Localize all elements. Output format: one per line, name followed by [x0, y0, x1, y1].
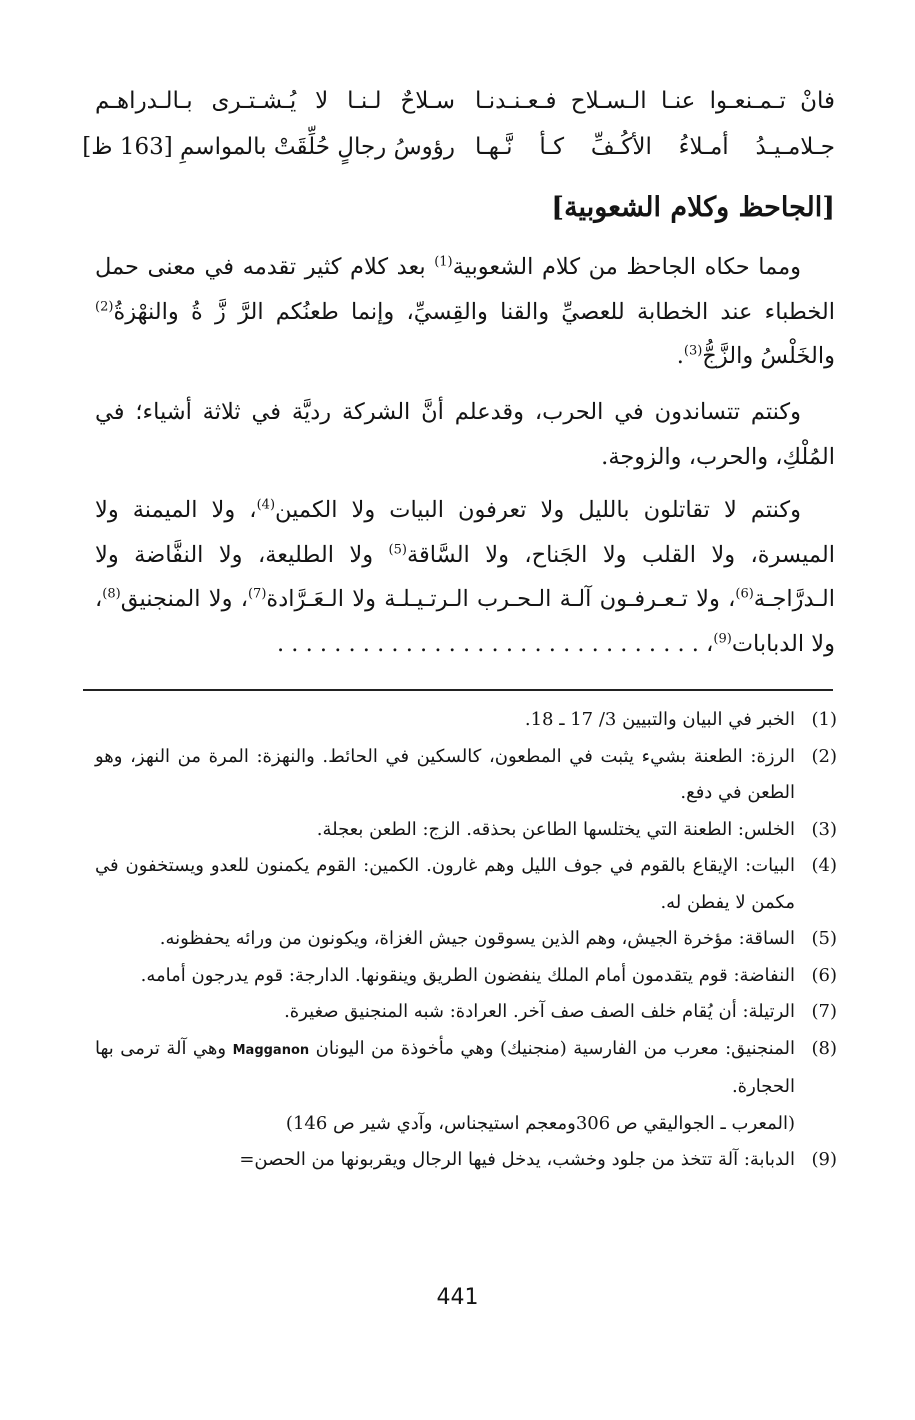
verse-first-hemistich: جـلامـيـدُ أمـلاءُ الأكُـفِّ كـأ نَّـهـا	[475, 134, 835, 160]
paragraph-text: .	[676, 343, 684, 369]
footnotes	[95, 702, 837, 1179]
footnote-ref[interactable]: (4)	[256, 497, 276, 513]
footnote-text	[95, 1031, 795, 1106]
footnote-number: (7)	[811, 1001, 837, 1022]
footnote-text: النفاضة: قوم يتقدمون أمام الملك ينفضون الطريق وينقونها. الدارجة: قوم يدرجون أمامه.	[140, 964, 795, 986]
footnote-ref[interactable]: (9)	[713, 631, 732, 646]
footnote-number: (3)	[811, 818, 837, 840]
latin-term: Magganon	[232, 1042, 310, 1058]
footnote-number: (5)	[811, 928, 837, 949]
footnote-ref[interactable]: (7)	[247, 586, 267, 602]
verse-line	[95, 88, 835, 134]
footnote-text: الدبابة: آلة تتخذ من جلود وخشب، يدخل فيها الرجال ويقربونها من الحصن=	[239, 1149, 795, 1170]
footnote-ref[interactable]: (8)	[102, 586, 121, 602]
paragraph-text: بعد كلام كثير تقدمه في معنى حمل الخطباء عند الخطابة للعصيِّ والقنا والقِسيِّ، وإنما طعنُكم الرَّ زَّ ةُ والنهْزةُ	[95, 254, 835, 325]
footnote-number: (1)	[811, 709, 837, 730]
body-paragraph	[95, 488, 835, 666]
footnote	[95, 848, 837, 921]
footnote-ref[interactable]: (6)	[735, 586, 754, 602]
footnote	[95, 921, 837, 958]
paragraph-text: ، ولا الميمنة ولا الميسرة، ولا القلب ولا الجَناح، ولا السَّاقة	[95, 497, 835, 568]
footnote-text: الخبر في البيان والتبيين 3/ 17 ـ 18.	[524, 709, 795, 730]
footnote-text: البيات: الإيقاع بالقوم في جوف الليل وهم غارون. الكمين: القوم يكمنون للعدو ويستخفون في مكمن لا يفطن له.	[95, 855, 795, 913]
paragraph-text: ، ولا المنجنيق	[120, 586, 248, 612]
verse-second-hemistich: سـلاحٌ لـنـا لا يُـشـتـرى بـالـدراهـم	[95, 88, 455, 114]
footnote-text-part: المنجنيق: معرب من الفارسية (منجنيك) وهي مأخوذة من اليونان	[315, 1037, 795, 1059]
footnote-number: (2)	[811, 745, 837, 767]
footnote-text: الخلس: الطعنة التي يختلسها الطاعن بحذقه. الزج: الطعن بعجلة.	[316, 818, 795, 840]
footnote-text: الرتيلة: أن يُقام خلف الصف صف آخر. العرادة: شبه المنجنيق صغيرة.	[284, 1001, 795, 1022]
verse-second-hemistich: رؤوسُ رجالٍ حُلِّقَتْ بالمواسمِ [163 ظ]	[82, 134, 455, 160]
footnote-text: الساقة: مؤخرة الجيش، وهم الذين يسوقون جيش الغزاة، ويكونون من ورائه يحفظونه.	[159, 928, 795, 949]
verse-first-hemistich: فانْ تـمـنعـوا عنـا الـسـلاح فـعـنـدنـا	[475, 88, 835, 114]
footnote	[95, 1031, 837, 1106]
paragraph-text: ، ولا الدبابات	[95, 586, 835, 657]
footnote-text-part: وهي آلة ترمى بها الحجارة.	[95, 1037, 795, 1097]
page-number: 441	[436, 1285, 479, 1310]
paragraph-text: ، ولا تـعـرفـون آلـة الـحـرب الـرتـيـلـة ولا الـعَـرَّادة	[266, 586, 736, 612]
paragraph-text: وكنتم لا تقاتلون بالليل ولا تعرفون البيات ولا الكمين	[275, 497, 801, 523]
footnote	[95, 958, 837, 995]
paragraph-text: ولا الطليعة، ولا النفَّاضة ولا الـدرَّاجـة	[95, 541, 835, 612]
footnote	[95, 702, 837, 739]
footnote	[95, 994, 837, 1031]
body-paragraph	[95, 390, 835, 479]
verse-line	[82, 134, 835, 180]
body-paragraph	[95, 245, 835, 379]
footnote-number: (9)	[811, 1149, 837, 1170]
section-heading: [الجاحظ وكلام الشعوبية]	[551, 192, 835, 223]
footnote-divider	[83, 689, 833, 691]
footnote-continuation	[95, 1106, 837, 1143]
poem-verses	[82, 88, 835, 180]
paragraph-text: ، . . . . . . . . . . . . . . . . . . . . . . . . . . . . . .	[276, 630, 714, 657]
footnote-ref[interactable]: (1)	[434, 254, 453, 270]
footnote-number: (4)	[811, 855, 837, 876]
paragraph-text: والخَلْسُ والزَّجُّ	[702, 343, 835, 369]
footnote-number: (6)	[811, 964, 837, 986]
footnote-source: (المعرب ـ الجواليقي ص 306ومعجم استيجناس، وآدي شير ص 146)	[285, 1112, 795, 1134]
footnote	[95, 812, 837, 849]
paragraph-text: وكنتم تتساندون في الحرب، وقدعلم أنَّ الشركة رديَّة في ثلاثة أشياء؛ في المُلْكِ، والحرب، والزوجة.	[95, 399, 835, 470]
paragraph-text: ومما حكاه الجاحظ من كلام الشعوبية	[452, 254, 802, 280]
footnote	[95, 739, 837, 812]
footnote-number: (8)	[811, 1037, 837, 1059]
footnote	[95, 1142, 837, 1179]
footnote-ref[interactable]: (5)	[388, 542, 407, 557]
footnote-ref[interactable]: (3)	[683, 343, 703, 359]
footnote-ref[interactable]: (2)	[95, 299, 114, 314]
footnote-text: الرزة: الطعنة بشيء يثبت في المطعون، كالسكين في الحائط. والنهزة: المرة من النهز، وهو الطعن في دفع.	[95, 745, 795, 803]
